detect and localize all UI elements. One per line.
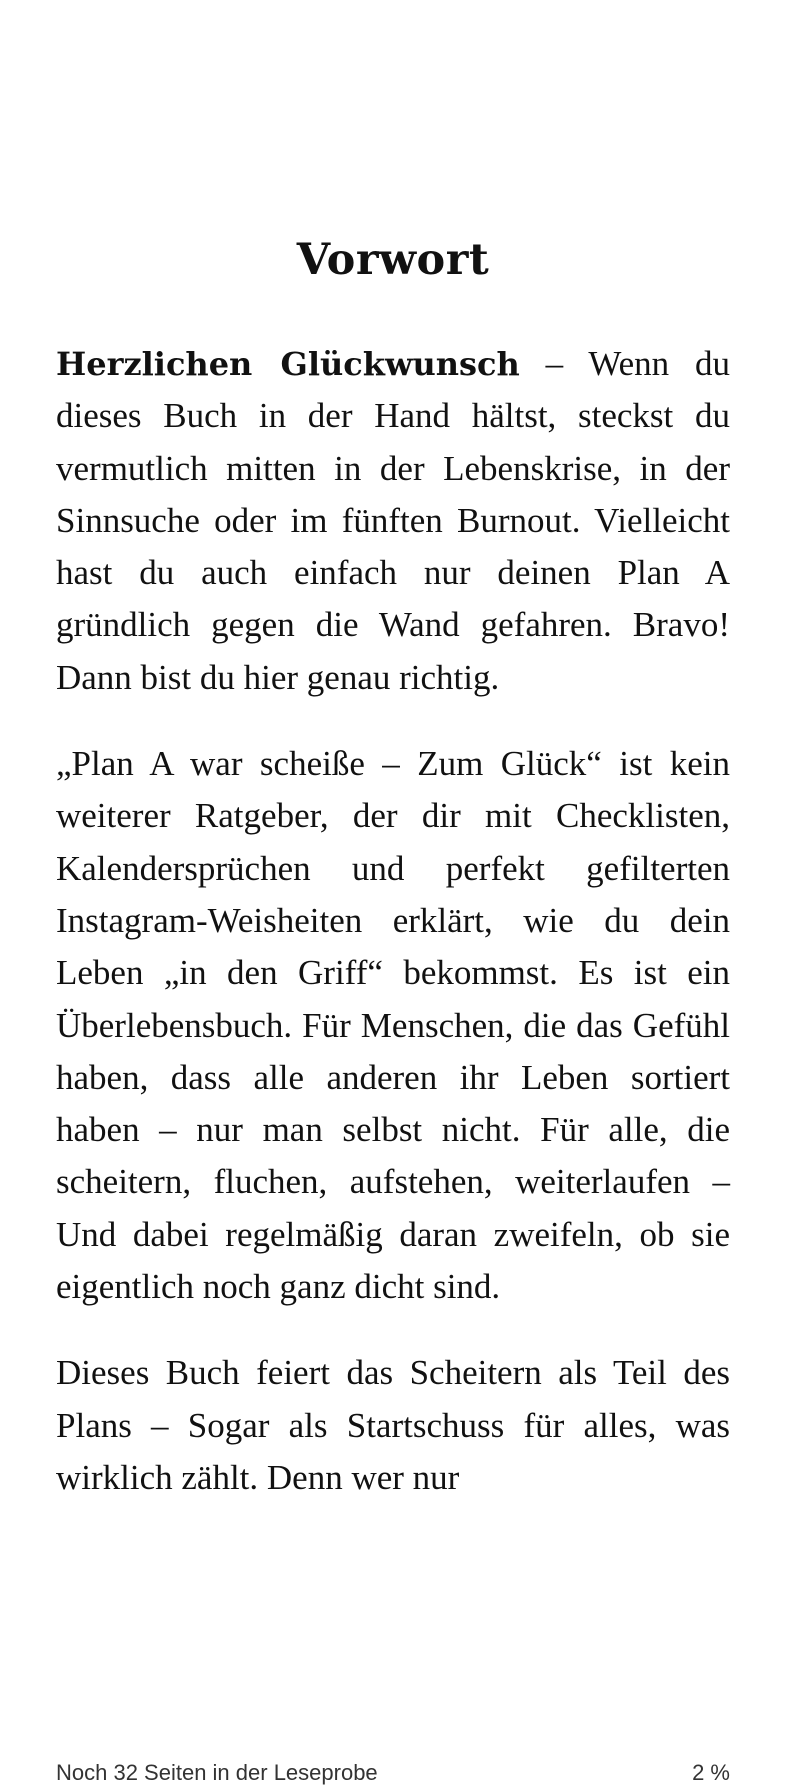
paragraph-text: – Wenn du dieses Buch in der Hand hältst, steckst du vermutlich mitten in der Lebenskrise, in der Sinnsuche oder im fünften Burnout. Vielleicht hast du auch einfach nur deinen Plan A gründlich gegen die Wand gefahren. Bravo! Dann bist du hier genau richtig. xyxy=(56,344,731,697)
paragraph-text: „Plan A war scheiße – Zum Glück“ ist kein weiterer Ratgeber, der dir mit Checklisten, Kalendersprüchen und perfekt gefilterten Instagram-Weisheiten erklärt, wie du dein Leben „in den Griff“ bekommst. Es ist ein Überlebensbuch. Für Menschen, die das Gefühl haben, dass alle anderen ihr Leben sortiert haben – nur man selbst nicht. Für alle, die scheitern, fluchen, aufstehen, weiterlaufen – Und dabei regelmäßig daran zweifeln, ob sie eigentlich noch ganz dicht sind. xyxy=(56,744,730,1307)
paragraph xyxy=(56,738,730,1313)
chapter-body xyxy=(56,338,730,1538)
paragraph xyxy=(56,1347,730,1504)
paragraph-lead: Herzlichen Glückwunsch xyxy=(56,345,520,383)
paragraph-text: Dieses Buch feiert das Scheitern als Teil des Plans – Sogar als Startschuss für alles, was wirklich zählt. Denn wer nur xyxy=(56,1353,730,1497)
reader-footer xyxy=(56,1760,730,1790)
remaining-pages-label: Noch 32 Seiten in der Leseprobe xyxy=(56,1760,378,1785)
progress-percent: 2 % xyxy=(692,1760,730,1785)
chapter-title: Vorwort xyxy=(296,235,490,285)
paragraph xyxy=(56,338,730,704)
